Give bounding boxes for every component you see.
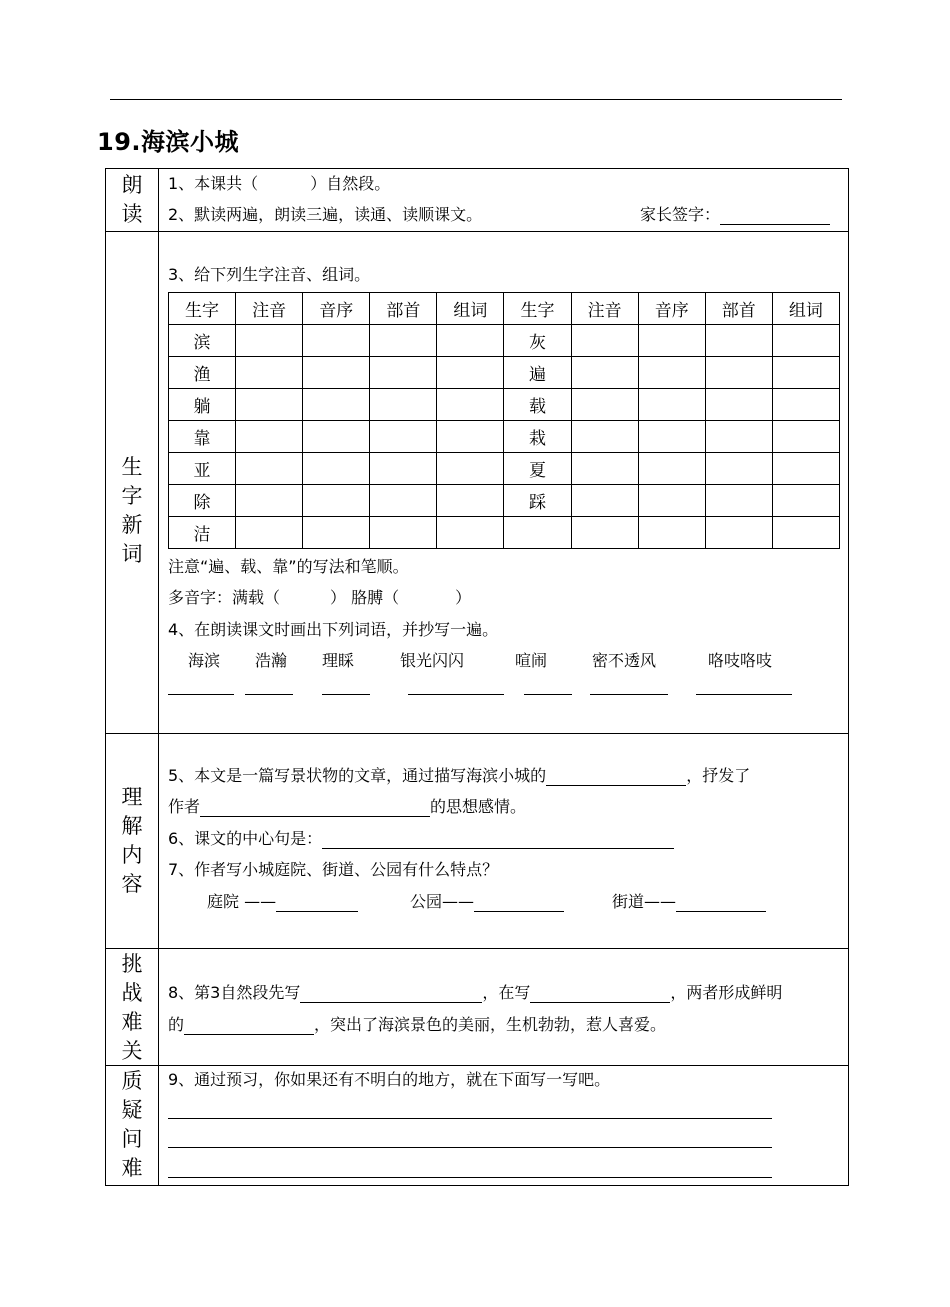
answer-cell[interactable] [370, 389, 437, 421]
park-answer: 公园—— [410, 892, 564, 912]
page-title: 19.海滨小城 [97, 128, 240, 156]
answer-cell[interactable] [236, 421, 303, 453]
q8-blank-1[interactable] [300, 985, 482, 1003]
table-row [169, 357, 840, 389]
answer-cell[interactable] [705, 357, 772, 389]
answer-cell[interactable] [236, 357, 303, 389]
answer-cell[interactable] [772, 357, 839, 389]
answer-cell[interactable] [705, 517, 772, 549]
answer-cell[interactable] [705, 389, 772, 421]
answer-cell[interactable] [638, 325, 705, 357]
copy-blank[interactable] [590, 694, 668, 695]
question-1: 1、本课共（ ）自然段。 [168, 174, 391, 193]
char-cell: 渔 [169, 357, 236, 389]
answer-cell[interactable] [638, 421, 705, 453]
header-cell: 部首 [705, 293, 772, 325]
answer-cell[interactable] [370, 517, 437, 549]
answer-cell[interactable] [437, 421, 504, 453]
char-cell: 洁 [169, 517, 236, 549]
section-label-questions: 质 疑 问 难 [121, 1069, 143, 1180]
answer-cell[interactable] [571, 453, 638, 485]
yard-blank[interactable] [276, 894, 358, 912]
answer-line[interactable] [168, 1147, 772, 1148]
row-divider-1 [105, 231, 849, 232]
answer-cell[interactable] [437, 389, 504, 421]
yard-answer: 庭院 —— [207, 892, 358, 912]
parent-signature: 家长签字： [640, 205, 830, 225]
answer-cell[interactable] [236, 485, 303, 517]
header-cell: 组词 [437, 293, 504, 325]
header-cell: 注音 [571, 293, 638, 325]
answer-cell[interactable] [437, 453, 504, 485]
answer-cell[interactable] [303, 485, 370, 517]
polyphone-line: 多音字：满载（ ） 胳膊（ ） [168, 588, 472, 607]
section-label-challenge: 挑 战 难 关 [121, 952, 143, 1063]
answer-cell[interactable] [236, 517, 303, 549]
answer-cell[interactable] [236, 389, 303, 421]
question-3: 3、给下列生字注音、组词。 [168, 265, 371, 284]
char-cell: 栽 [504, 421, 571, 453]
answer-cell[interactable] [772, 325, 839, 357]
answer-cell[interactable] [437, 485, 504, 517]
word-item: 海滨 [188, 651, 221, 670]
answer-cell[interactable] [571, 421, 638, 453]
char-cell: 躺 [169, 389, 236, 421]
q8-blank-2[interactable] [530, 985, 670, 1003]
copy-blank[interactable] [524, 694, 572, 695]
char-cell: 踩 [504, 485, 571, 517]
answer-cell[interactable] [370, 485, 437, 517]
answer-cell[interactable] [370, 357, 437, 389]
stroke-note: 注意“遍、载、靠”的写法和笔顺。 [168, 557, 409, 576]
section-label-vocab: 生 字 新 词 [121, 455, 143, 566]
section-label-understanding: 理 解 内 容 [121, 785, 143, 896]
answer-cell[interactable] [638, 389, 705, 421]
word-item: 浩瀚 [255, 651, 288, 670]
parent-signature-blank[interactable] [720, 207, 830, 225]
word-item: 密不透风 [592, 651, 657, 670]
table-row [169, 389, 840, 421]
q8-blank-3[interactable] [184, 1017, 314, 1035]
char-cell: 夏 [504, 453, 571, 485]
copy-blank[interactable] [322, 694, 370, 695]
answer-cell[interactable] [303, 453, 370, 485]
copy-blank[interactable] [696, 694, 792, 695]
table-row [169, 485, 840, 517]
answer-cell[interactable] [772, 485, 839, 517]
answer-cell[interactable] [437, 325, 504, 357]
answer-cell[interactable] [638, 485, 705, 517]
question-8-continued: 的 ，突出了海滨景色的美丽，生机勃勃，惹人喜爱。 [168, 1015, 667, 1034]
char-cell: 亚 [169, 453, 236, 485]
label-column-divider [158, 168, 159, 1186]
header-cell: 音序 [303, 293, 370, 325]
char-cell: 滨 [169, 325, 236, 357]
header-cell: 组词 [772, 293, 839, 325]
table-row [169, 517, 840, 549]
copy-blank[interactable] [408, 694, 504, 695]
row-divider-4 [105, 1065, 849, 1066]
answer-cell[interactable] [571, 325, 638, 357]
question-8: 8、第3自然段先写 ，在写 ，两者形成鲜明 [168, 983, 783, 1002]
header-cell: 音序 [638, 293, 705, 325]
header-cell: 生字 [169, 293, 236, 325]
answer-cell[interactable] [236, 453, 303, 485]
answer-cell[interactable] [638, 517, 705, 549]
answer-cell[interactable] [772, 421, 839, 453]
question-4: 4、在朗读课文时画出下列词语，并抄写一遍。 [168, 620, 499, 639]
answer-cell[interactable] [638, 357, 705, 389]
answer-cell[interactable] [571, 517, 638, 549]
answer-cell[interactable] [638, 453, 705, 485]
answer-cell[interactable] [705, 485, 772, 517]
answer-cell[interactable] [303, 325, 370, 357]
answer-cell[interactable] [303, 421, 370, 453]
answer-cell[interactable] [437, 357, 504, 389]
answer-cell[interactable] [370, 453, 437, 485]
answer-cell[interactable] [705, 421, 772, 453]
question-5-continued: 作者 的思想感情。 [168, 797, 527, 816]
q6-blank[interactable] [322, 831, 674, 849]
header-cell: 生字 [504, 293, 571, 325]
answer-cell[interactable] [772, 453, 839, 485]
header-cell: 注音 [236, 293, 303, 325]
q5-blank-2[interactable] [200, 799, 430, 817]
q5-blank-1[interactable] [546, 768, 686, 786]
table-row [169, 325, 840, 357]
question-7: 7、作者写小城庭院、街道、公园有什么特点？ [168, 860, 499, 879]
answer-cell[interactable] [571, 357, 638, 389]
row-divider-2 [105, 733, 849, 734]
answer-line[interactable] [168, 1177, 772, 1178]
question-6: 6、课文的中心句是： [168, 829, 674, 849]
answer-cell[interactable] [705, 325, 772, 357]
char-cell [504, 517, 571, 549]
answer-cell[interactable] [772, 517, 839, 549]
word-item: 喧闹 [515, 651, 548, 670]
answer-cell[interactable] [236, 325, 303, 357]
character-table [168, 292, 840, 549]
header-rule [110, 99, 842, 100]
copy-blank[interactable] [168, 694, 234, 695]
street-blank[interactable] [676, 894, 766, 912]
answer-cell[interactable] [571, 485, 638, 517]
answer-cell[interactable] [571, 389, 638, 421]
answer-cell[interactable] [370, 421, 437, 453]
table-header-row [169, 293, 840, 325]
question-5: 5、本文是一篇写景状物的文章，通过描写海滨小城的 ，抒发了 [168, 766, 751, 785]
answer-cell[interactable] [303, 517, 370, 549]
char-cell: 灰 [504, 325, 571, 357]
street-answer: 街道—— [612, 892, 766, 912]
table-row [169, 421, 840, 453]
word-item: 银光闪闪 [400, 651, 465, 670]
answer-line[interactable] [168, 1118, 772, 1119]
char-cell: 遍 [504, 357, 571, 389]
word-item: 理睬 [322, 651, 355, 670]
char-cell: 除 [169, 485, 236, 517]
word-item: 咯吱咯吱 [708, 651, 773, 670]
answer-cell[interactable] [303, 357, 370, 389]
header-cell: 部首 [370, 293, 437, 325]
answer-cell[interactable] [303, 389, 370, 421]
row-divider-3 [105, 948, 849, 949]
question-9: 9、通过预习，你如果还有不明白的地方，就在下面写一写吧。 [168, 1070, 611, 1089]
answer-cell[interactable] [705, 453, 772, 485]
copy-blank[interactable] [245, 694, 293, 695]
question-2: 2、默读两遍，朗读三遍，读通、读顺课文。 [168, 205, 483, 224]
table-row [169, 453, 840, 485]
char-cell: 靠 [169, 421, 236, 453]
char-cell: 载 [504, 389, 571, 421]
answer-cell[interactable] [772, 389, 839, 421]
park-blank[interactable] [474, 894, 564, 912]
answer-cell[interactable] [370, 325, 437, 357]
answer-cell[interactable] [437, 517, 504, 549]
section-label-reading: 朗 读 [121, 173, 143, 226]
